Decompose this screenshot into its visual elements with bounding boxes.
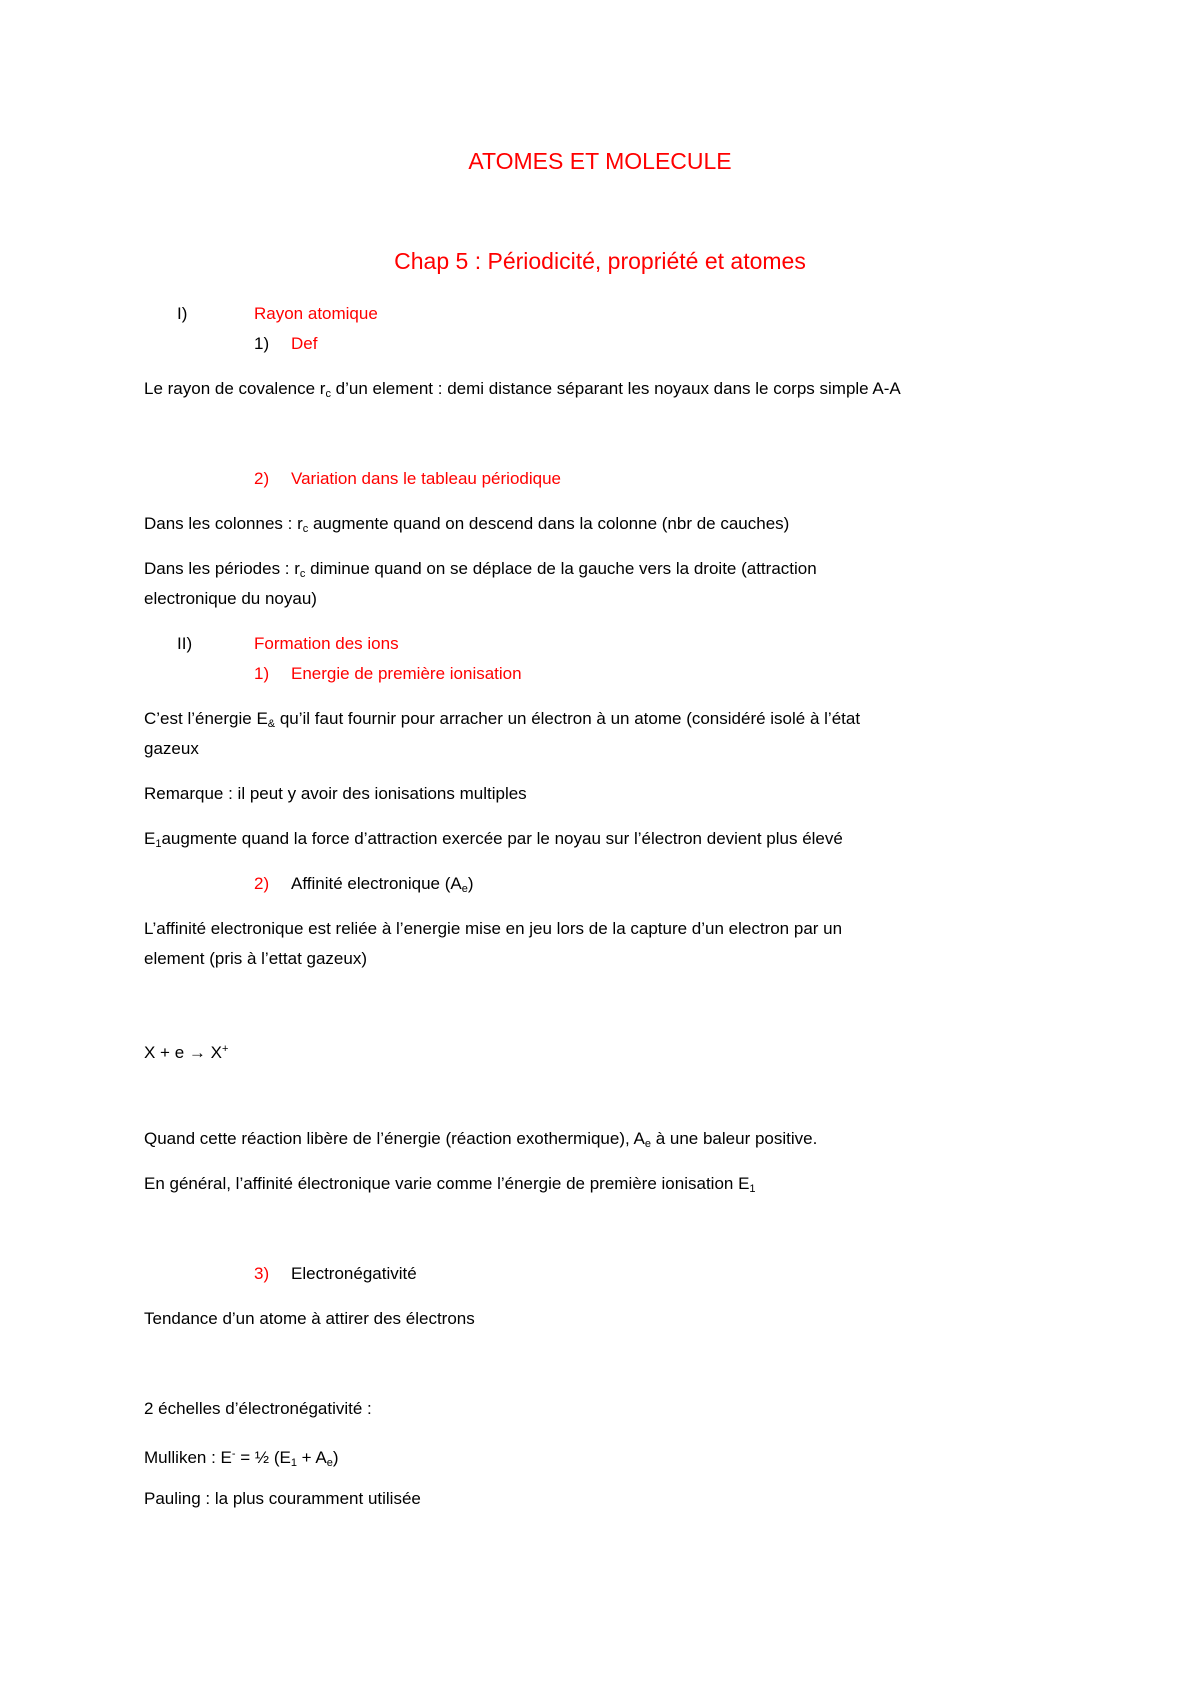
section-2-1-heading: Energie de première ionisation	[291, 664, 522, 683]
ionization-subscript: &	[267, 718, 276, 730]
affinity-heading-subscript: e	[461, 883, 468, 895]
reaction-equation	[144, 1038, 228, 1064]
affinity-paragraph-continued: element (pris à l’ettat gazeux)	[144, 949, 367, 968]
mulliken-text-c: + A	[296, 1448, 327, 1467]
right-arrow-icon: →	[188, 1043, 206, 1062]
exothermic-subscript: e	[644, 1138, 651, 1150]
section-1-1-number: 1)	[254, 334, 270, 353]
mulliken-paragraph	[144, 1443, 339, 1474]
periods-paragraph	[144, 558, 817, 585]
section-2-3-number: 3)	[254, 1264, 270, 1283]
periods-text-b: diminue quand on se déplace de la gauche vers la droite (attraction	[305, 559, 817, 578]
columns-subscript: c	[302, 523, 309, 535]
section-2-2-number: 2)	[254, 874, 270, 893]
section-2-numeral: II)	[177, 634, 193, 653]
general-paragraph	[144, 1173, 756, 1200]
equation-left: X + e	[144, 1043, 189, 1062]
affinity-heading-text-a: Affinité electronique (A	[291, 874, 462, 893]
definition-text-b: d’un element : demi distance séparant les noyaux dans le corps simple A-A	[330, 379, 901, 398]
tendency-paragraph: Tendance d’un atome à attirer des électrons	[144, 1309, 475, 1328]
columns-paragraph	[144, 513, 789, 540]
mulliken-text-d: )	[332, 1448, 339, 1467]
chapter-title: Chap 5 : Périodicité, propriété et atomes	[394, 248, 806, 274]
section-1-heading: Rayon atomique	[254, 304, 378, 323]
exothermic-text-b: à une baleur positive.	[650, 1129, 818, 1148]
remark-paragraph: Remarque : il peut y avoir des ionisations multiples	[144, 784, 527, 803]
columns-text-b: augmente quand on descend dans la colonne (nbr de cauches)	[308, 514, 790, 533]
e1-paragraph	[144, 828, 843, 855]
definition-text-a: Le rayon de covalence r	[144, 379, 326, 398]
section-1-2-number: 2)	[254, 469, 270, 488]
general-text: En général, l’affinité électronique varie comme l’énergie de première ionisation E	[144, 1174, 750, 1193]
pauling-paragraph: Pauling : la plus couramment utilisée	[144, 1489, 421, 1508]
ionization-paragraph	[144, 708, 860, 735]
definition-paragraph	[144, 378, 901, 405]
mulliken-superscript: -	[231, 1448, 236, 1460]
section-2-2-heading	[291, 873, 474, 900]
general-subscript: 1	[749, 1183, 756, 1195]
equation-superscript: +	[221, 1043, 229, 1055]
section-1-numeral: I)	[177, 304, 188, 323]
periods-subscript: c	[299, 568, 306, 580]
periods-paragraph-continued: electronique du noyau)	[144, 589, 317, 608]
mulliken-text-b: = ½ (E	[235, 1448, 291, 1467]
columns-text-a: Dans les colonnes : r	[144, 514, 303, 533]
ionization-text-a: C’est l’énergie E	[144, 709, 268, 728]
mulliken-text-a: Mulliken : E	[144, 1448, 232, 1467]
section-1-2-heading: Variation dans le tableau périodique	[291, 469, 561, 488]
affinity-paragraph: L’affinité electronique est reliée à l’energie mise en jeu lors de la capture d’un electron par un	[144, 919, 843, 938]
ionization-text-b: qu’il faut fournir pour arracher un électron à un atome (considéré isolé à l’état	[275, 709, 861, 728]
mulliken-subscript-2: e	[326, 1457, 333, 1469]
e1-text-a: E	[144, 829, 156, 848]
section-2-1-number: 1)	[254, 664, 270, 683]
section-1-1-heading: Def	[291, 334, 318, 353]
definition-subscript: c	[325, 388, 331, 400]
affinity-heading-text-b: )	[467, 874, 474, 893]
e1-text-b: augmente quand la force d’attraction exercée par le noyau sur l’électron devient plus élevé	[161, 829, 843, 848]
section-2-3-heading: Electronégativité	[291, 1264, 417, 1283]
section-2-heading: Formation des ions	[254, 634, 399, 653]
exothermic-paragraph	[144, 1128, 817, 1155]
document-title: ATOMES ET MOLECULE	[468, 148, 732, 174]
mulliken-subscript-1: 1	[290, 1457, 297, 1469]
scales-paragraph: 2 échelles d’électronégativité :	[144, 1399, 372, 1418]
e1-subscript: 1	[155, 838, 162, 850]
ionization-paragraph-continued: gazeux	[144, 739, 199, 758]
periods-text-a: Dans les périodes : r	[144, 559, 300, 578]
exothermic-text-a: Quand cette réaction libère de l’énergie (réaction exothermique), A	[144, 1129, 645, 1148]
equation-right: X	[205, 1043, 222, 1062]
